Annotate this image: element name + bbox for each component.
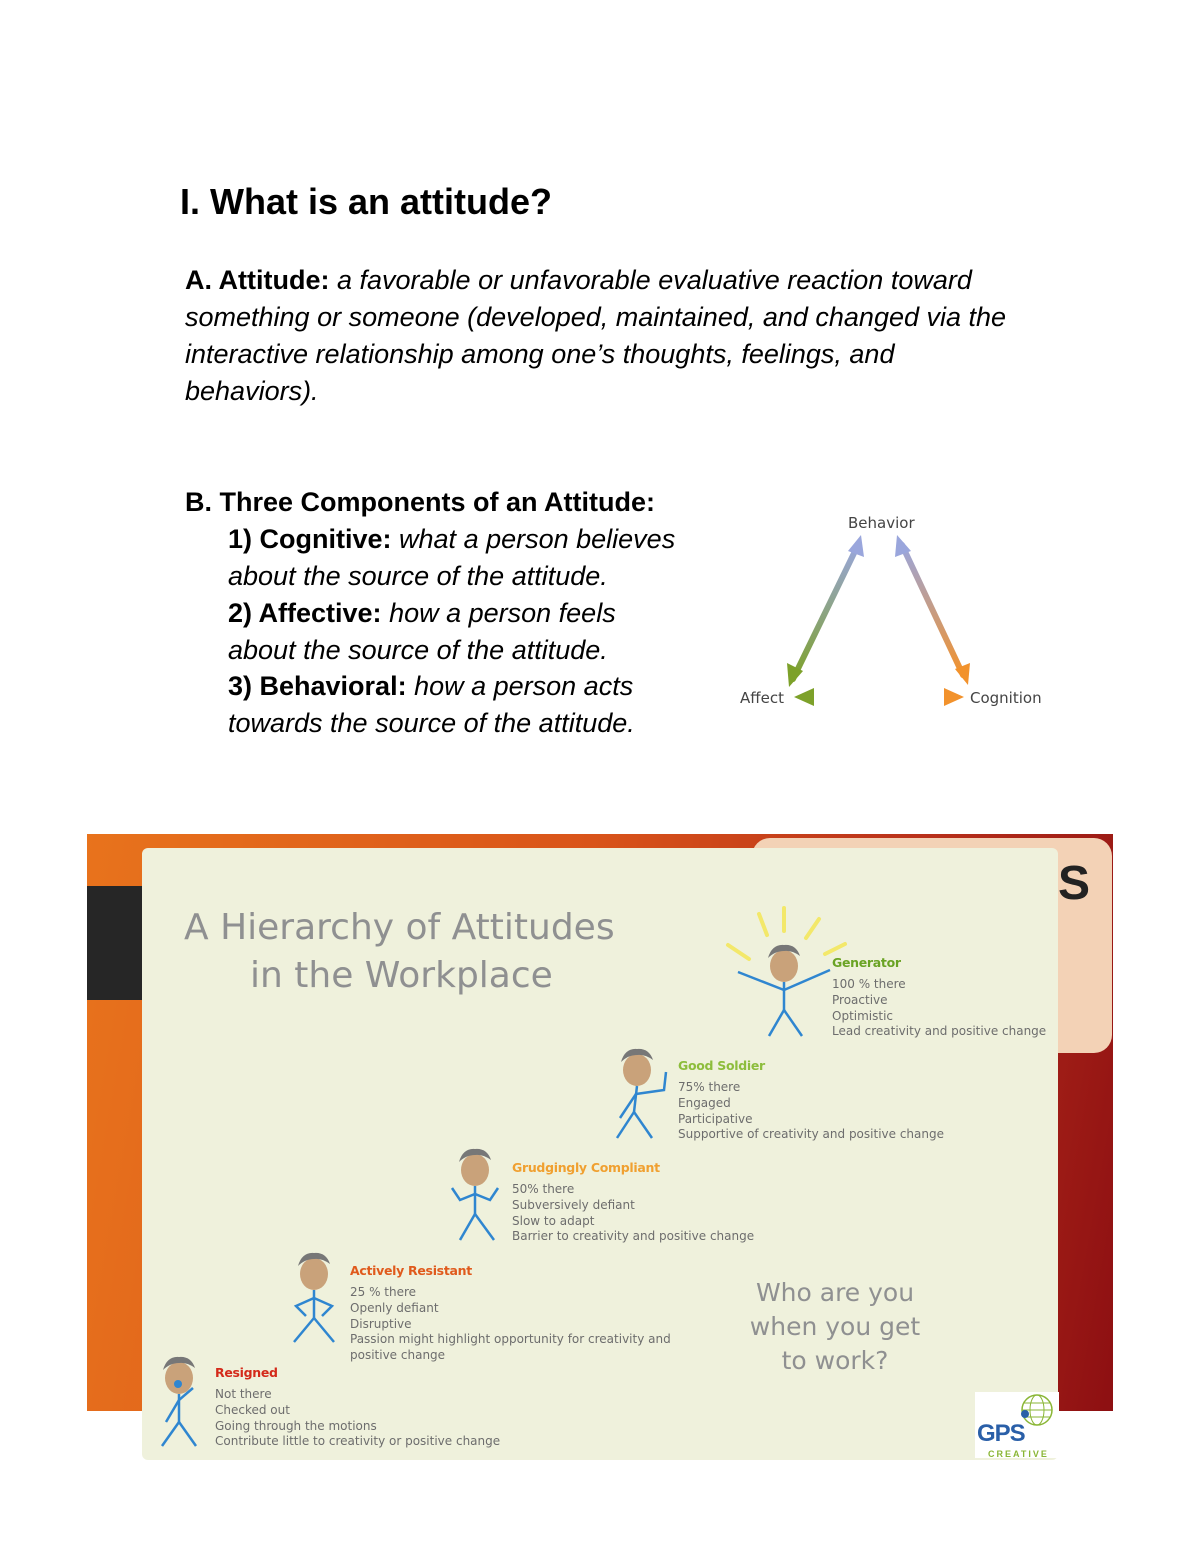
- component-affective: [228, 595, 768, 669]
- components-title: B. Three Components of an Attitude:: [185, 487, 655, 517]
- definition-term: A. Attitude:: [185, 265, 330, 295]
- level-line: Disruptive: [350, 1316, 412, 1331]
- component-desc: how a person feels: [389, 598, 616, 628]
- level-good-soldier: [678, 1058, 944, 1143]
- level-title: Grudgingly Compliant: [512, 1160, 660, 1175]
- label-cognition: Cognition: [970, 689, 1042, 707]
- arrowhead-to-affect: [794, 688, 814, 706]
- level-line: Participative: [678, 1111, 753, 1126]
- slide-dark-band: [87, 886, 147, 1000]
- component-desc: what a person believes: [399, 524, 676, 554]
- level-line: Not there: [215, 1387, 272, 1401]
- grudgingly-compliant-figure-icon: [452, 1149, 498, 1240]
- arrowhead-to-behavior: [848, 535, 864, 557]
- resigned-figure-icon: [162, 1357, 196, 1446]
- gps-logo-text: GPS: [977, 1420, 1025, 1447]
- level-line: positive change: [350, 1348, 446, 1363]
- level-line: 50% there: [512, 1182, 575, 1196]
- level-line: Engaged: [678, 1095, 731, 1110]
- level-line: Supportive of creativity and positive change: [678, 1127, 944, 1142]
- component-desc: towards the source of the attitude.: [228, 708, 635, 738]
- level-line: 75% there: [678, 1080, 741, 1094]
- level-resigned: [215, 1365, 500, 1450]
- edge-behavior-cognition: [902, 545, 963, 675]
- level-title: Actively Resistant: [350, 1263, 472, 1278]
- slide-title-line: in the Workplace: [250, 955, 553, 996]
- good-soldier-figure-icon: [617, 1049, 666, 1138]
- component-desc: how a person acts: [414, 671, 634, 701]
- level-line: 100 % there: [832, 977, 906, 991]
- question-line: Who are you: [755, 1278, 915, 1307]
- generator-figure-icon: [738, 945, 830, 1036]
- level-grudgingly-compliant: [512, 1160, 754, 1245]
- component-behavioral: [228, 668, 768, 742]
- actively-resistant-figure-icon: [294, 1253, 334, 1342]
- slide-cropped-letter: S: [1058, 857, 1091, 910]
- question-line: to work?: [781, 1346, 889, 1375]
- level-title: Generator: [832, 955, 901, 970]
- edge-behavior-affect: [793, 545, 858, 679]
- level-line: Passion might highlight opportunity for creativity and: [350, 1332, 671, 1347]
- level-line: Barrier to creativity and positive change: [512, 1229, 755, 1244]
- label-behavior: Behavior: [848, 514, 915, 532]
- component-label: 3) Behavioral:: [228, 671, 407, 701]
- level-title: Good Soldier: [678, 1058, 765, 1073]
- level-line: Checked out: [215, 1402, 290, 1417]
- component-desc: about the source of the attitude.: [228, 561, 608, 591]
- definition-text: a favorable or unfavorable evaluative reaction toward something or someone (developed, maintained, and changed via the interactive relationship among one’s thoughts, feelings, and behaviors).: [185, 265, 1007, 406]
- gps-logo-subtext: CREATIVE: [988, 1449, 1049, 1459]
- slide-title-line: A Hierarchy of Attitudes: [184, 907, 615, 948]
- label-affect: Affect: [740, 689, 784, 707]
- level-line: 25 % there: [350, 1285, 417, 1299]
- page-heading: I. What is an attitude?: [180, 181, 553, 222]
- level-line: Openly defiant: [350, 1300, 439, 1315]
- level-line: Contribute little to creativity or positive change: [215, 1434, 501, 1449]
- arrowhead-to-cognition: [944, 688, 964, 706]
- attitude-triangle-diagram: [730, 505, 1060, 725]
- component-desc: about the source of the attitude.: [228, 635, 608, 665]
- slide-question: [730, 1276, 940, 1378]
- level-line: Subversively defiant: [512, 1197, 635, 1212]
- component-cognitive: [228, 521, 768, 595]
- level-title: Resigned: [215, 1365, 278, 1380]
- level-line: Lead creativity and positive change: [832, 1024, 1047, 1039]
- attitude-definition: [185, 262, 1025, 410]
- level-line: Slow to adapt: [512, 1213, 595, 1228]
- component-label: 2) Affective:: [228, 598, 382, 628]
- level-generator: [832, 955, 1046, 1040]
- question-line: when you get: [749, 1312, 921, 1341]
- level-line: Optimistic: [832, 1008, 894, 1023]
- component-label: 1) Cognitive:: [228, 524, 392, 554]
- level-line: Going through the motions: [215, 1418, 377, 1433]
- level-line: Proactive: [832, 992, 888, 1007]
- level-actively-resistant: [350, 1263, 671, 1364]
